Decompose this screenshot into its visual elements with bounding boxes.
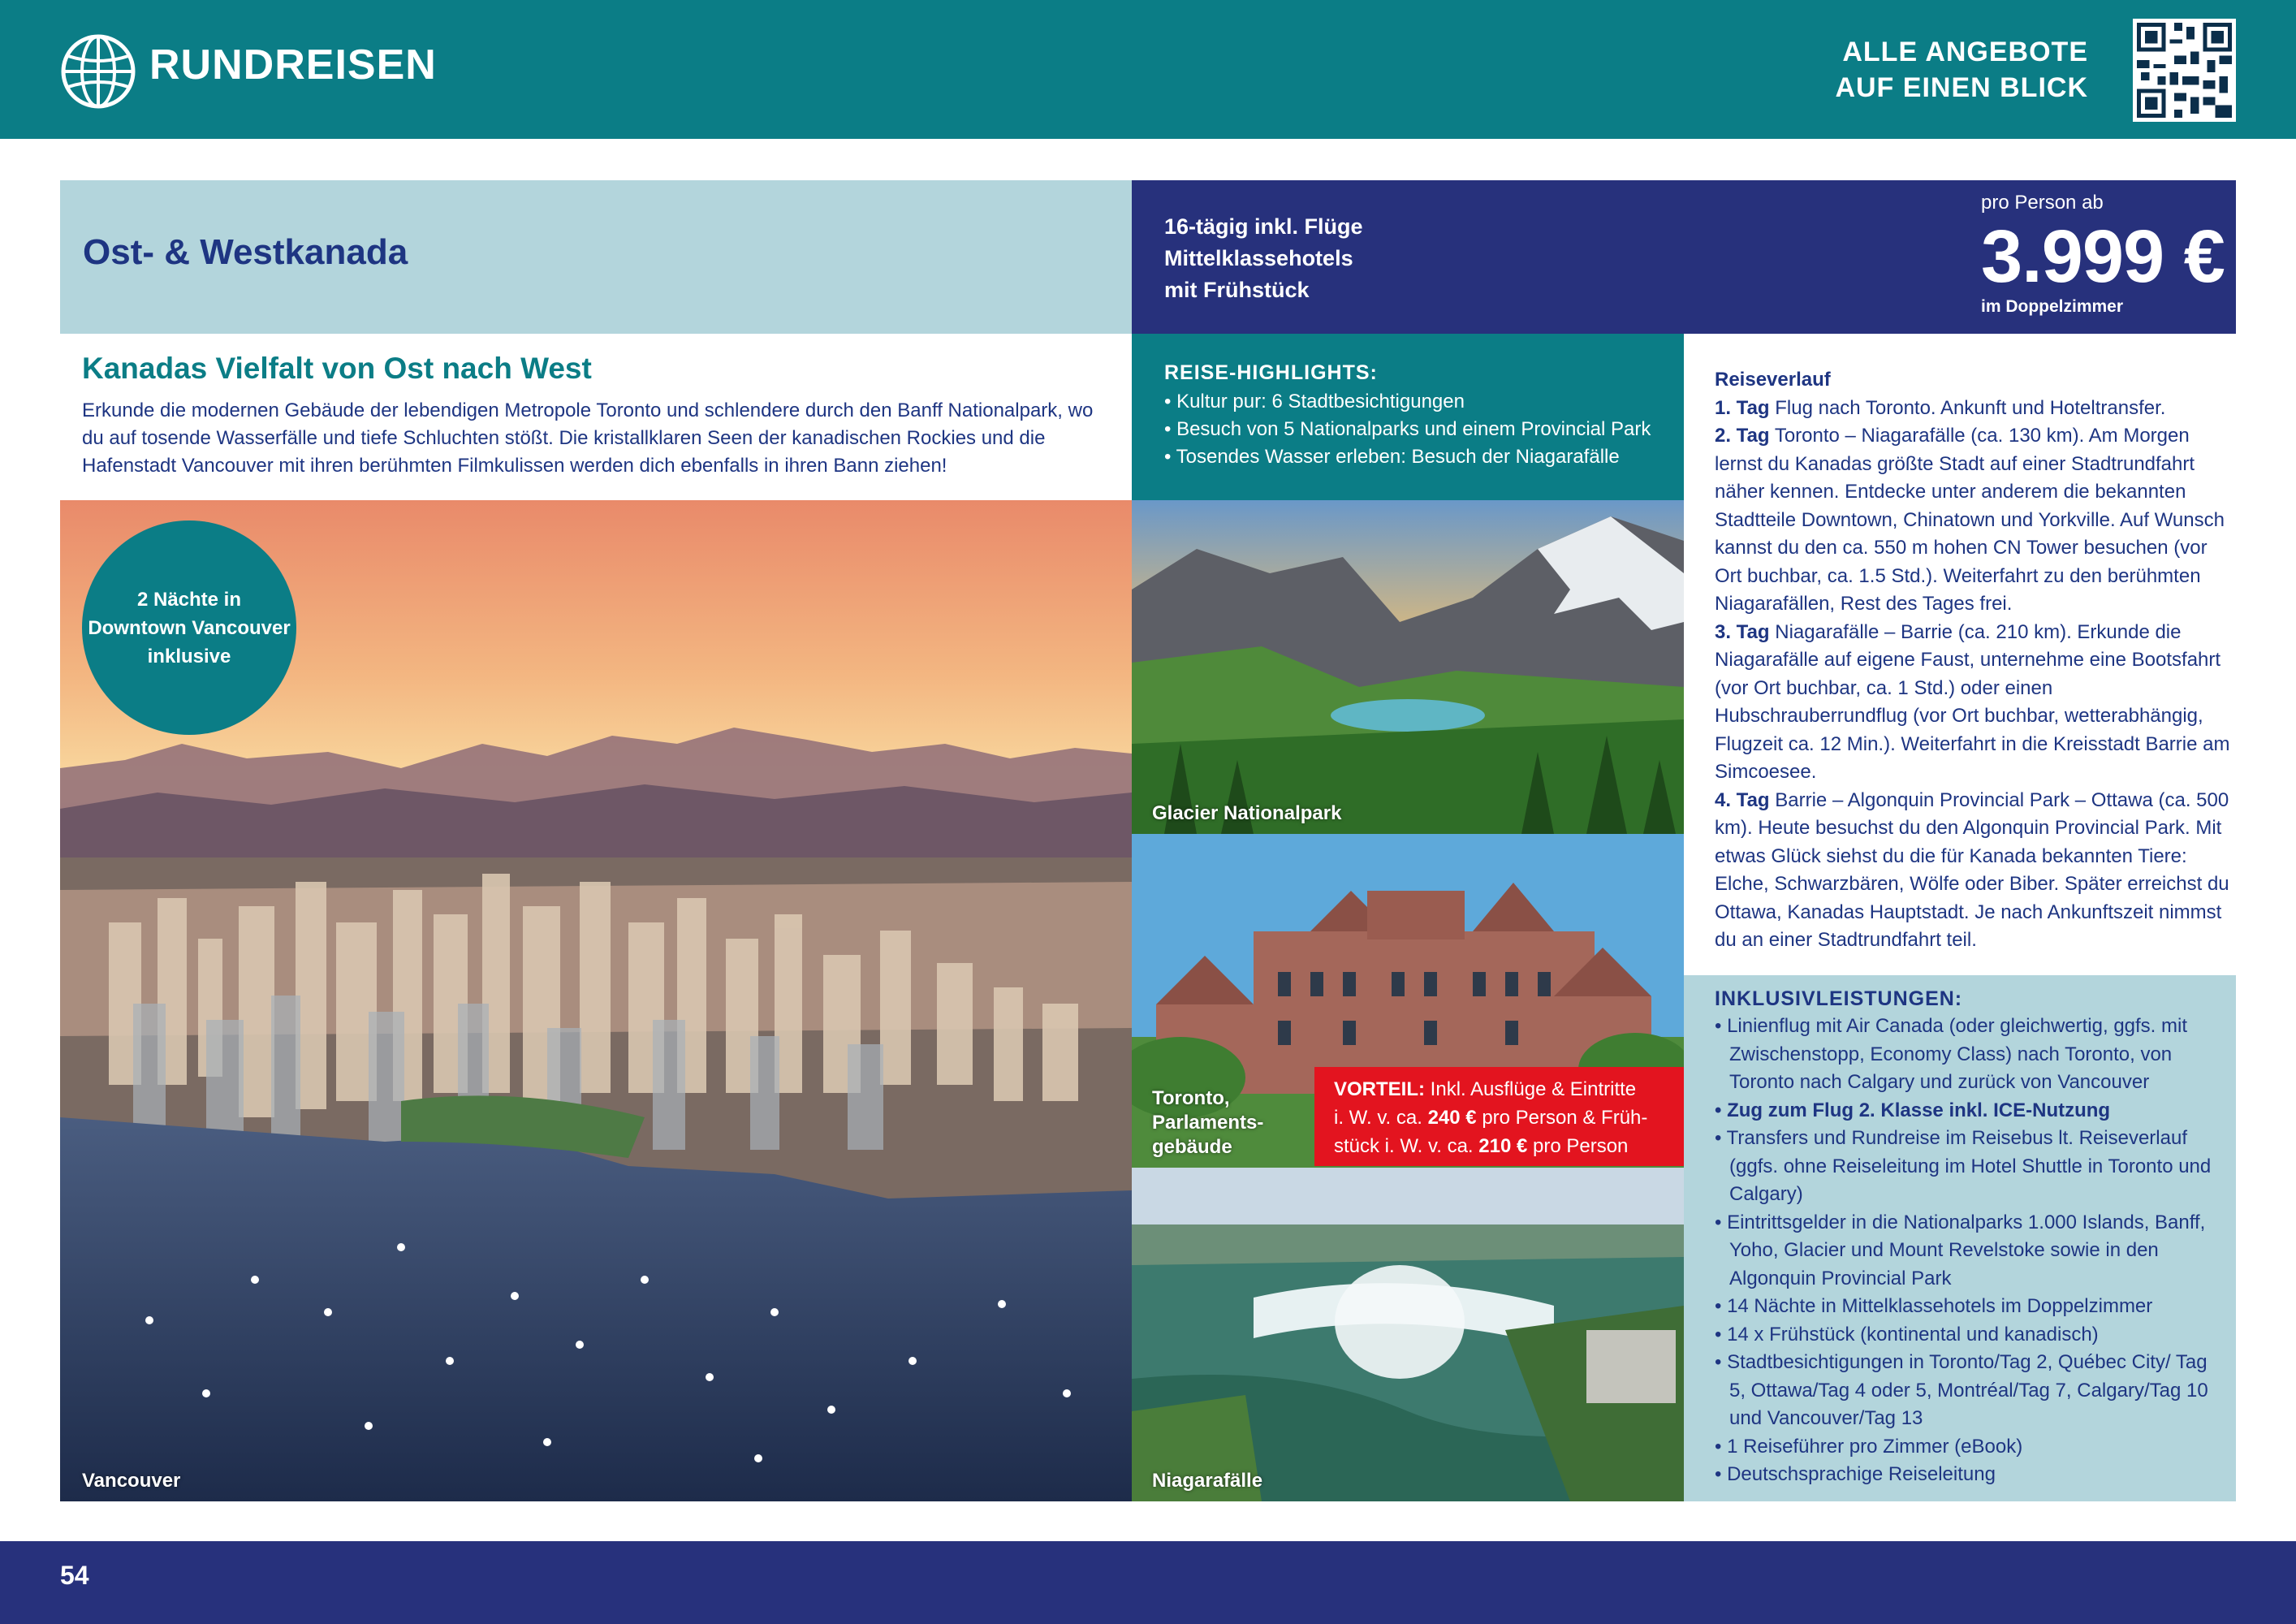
day-label: 1. Tag (1715, 396, 1770, 419)
itinerary (1715, 366, 2234, 955)
globe-icon (60, 33, 136, 110)
vorteil-text: pro Person & Früh- (1482, 1107, 1648, 1129)
trip-info-line: Mittelklassehotels (1164, 246, 1353, 270)
included-item: • Deutschsprachige Reiseleitung (1715, 1463, 1996, 1485)
badge-line: 2 Nächte in (136, 588, 242, 611)
highlights-box (1132, 334, 1684, 500)
trip-info (1164, 211, 1363, 306)
caption-vancouver: Vancouver (82, 1470, 181, 1492)
included-item: • Transfers und Rundreise im Reisebus lt. Reiseverlauf (ggfs. ohne Reiseleitung im Hotel Shuttle in Toronto und Calgary) (1715, 1127, 2212, 1205)
caption-glacier: Glacier Nationalpark (1152, 802, 1342, 824)
included-item: • 14 x Frühstück (kontinental und kanadisch) (1715, 1323, 2099, 1345)
included-item: • 1 Reiseführer pro Zimmer (eBook) (1715, 1435, 2023, 1458)
caption-toronto-line: gebäude (1152, 1136, 1232, 1158)
day-text: Toronto – Niagarafälle (ca. 130 km). Am Morgen lernst du Kanadas größte Stadt auf einer Stadtrundfahrt näher kennen. Entdecke unter anderem die bekannten Stadtteile Downtown, Chinatown und Yorkville. Auf Wunsch kannst du den ca. 550 m hohen CN Tower besuchen (vor Ort buchbar, ca. 1.5 Std.). Weiterfahrt zu den berühmten Niagarafällen, Rest des Tages frei. (1715, 425, 2225, 615)
offers-line-1: ALLE ANGEBOTE (1842, 37, 2088, 67)
vorteil-text: stück i. W. v. ca. (1334, 1135, 1474, 1157)
trip-info-line: mit Frühstück (1164, 278, 1310, 302)
trip-info-line: 16-tägig inkl. Flüge (1164, 214, 1363, 239)
included-heading: INKLUSIVLEISTUNGEN: (1715, 987, 1963, 1010)
day-text: Flug nach Toronto. Ankunft und Hoteltransfer. (1775, 396, 2166, 419)
price-label: pro Person ab (1981, 192, 2104, 214)
day-label: 4. Tag (1715, 788, 1770, 811)
included-item: • Linienflug mit Air Canada (oder gleichwertig, ggfs. mit Zwischenstopp, Economy Class) nach Toronto, von Toronto nach Calgary und zurück von Vancouver (1715, 1015, 2188, 1093)
included-item: • Zug zum Flug 2. Klasse inkl. ICE-Nutzung (1715, 1099, 2111, 1121)
day-text: Barrie – Algonquin Provincial Park – Ottawa (ca. 500 km). Heute besuchst du den Algonquin Provincial Park. Mit etwas Glück siehst du die für Kanada bekannten Tiere: Elche, Schwarzbären, Wölfe oder Biber. Später erreichst du Ottawa, Kanadas Hauptstadt. Je nach Ankunftszeit nimmst du an einer Stadtrundfahrt teil. (1715, 788, 2229, 951)
info-band (1132, 180, 2236, 334)
nights-badge (82, 520, 296, 735)
highlights-heading: REISE-HIGHLIGHTS: (1164, 361, 1378, 384)
included-item: • Stadtbesichtigungen in Toronto/Tag 2, Québec City/ Tag 5, Ottawa/Tag 4 oder 5, Montréal/Tag 7, Calgary/Tag 10 und Vancouver/Tag 13 (1715, 1351, 2208, 1429)
day-label: 2. Tag (1715, 425, 1770, 447)
price-block (1981, 192, 2225, 317)
highlight-item: • Besuch von 5 Nationalparks und einem Provincial Park (1164, 418, 1651, 440)
vorteil-line (1334, 1075, 1684, 1104)
vorteil-price: 240 € (1427, 1107, 1477, 1129)
included-box (1684, 975, 2236, 1501)
vorteil-text: pro Person (1533, 1135, 1629, 1157)
vorteil-text: i. W. v. ca. (1334, 1107, 1422, 1129)
included-item: • 14 Nächte in Mittelklassehotels im Doppelzimmer (1715, 1295, 2153, 1317)
highlight-item: • Tosendes Wasser erleben: Besuch der Niagarafälle (1164, 446, 1620, 468)
brand-title: RUNDREISEN (149, 41, 437, 89)
caption-toronto (1152, 1086, 1263, 1160)
title-band (60, 180, 1132, 334)
day-label: 3. Tag (1715, 620, 1770, 643)
badge-line: inklusive (147, 645, 231, 667)
vorteil-line (1334, 1104, 1684, 1132)
intro-heading: Kanadas Vielfalt von Ost nach West (82, 352, 592, 385)
itinerary-day (1715, 787, 2234, 955)
glacier-photo (1132, 500, 1684, 834)
offers-link[interactable] (1835, 34, 2088, 106)
intro-text: Erkunde die modernen Gebäude der lebendigen Metropole Toronto und schlendere durch den Banff Nationalpark, wo du auf tosende Wasserfälle und tiefe Schluchten stößt. Die kristallklaren Seen der kanadischen Rockies und die Hafenstadt Vancouver mit ihren berühmten Filmkulissen werden dich ebenfalls in ihren Bann ziehen! (82, 400, 1094, 477)
price-sub: im Doppelzimmer (1981, 297, 2124, 316)
day-text: Niagarafälle – Barrie (ca. 210 km). Erkunde die Niagarafälle auf eigene Faust, unternehme eine Bootsfahrt (vor Ort buchbar, ca. 1 Std.) oder einen Hubschrauberrundflug (vor Ort buchbar, wetterabhängig, Flugzeit ca. 12 Min.). Weiterfahrt in die Kreisstadt Barrie am Simcoesee. (1715, 620, 2230, 783)
itinerary-heading: Reiseverlauf (1715, 369, 1831, 391)
footer-bar (0, 1541, 2296, 1624)
vorteil-line (1334, 1132, 1684, 1160)
offers-line-2: AUF EINEN BLICK (1835, 72, 2088, 103)
vorteil-box (1314, 1067, 1684, 1166)
caption-toronto-line: Parlaments- (1152, 1112, 1264, 1134)
caption-niagara: Niagarafälle (1152, 1470, 1263, 1492)
itinerary-day (1715, 619, 2234, 787)
badge-line: Downtown Vancouver (88, 616, 291, 639)
vorteil-label: VORTEIL: (1334, 1078, 1425, 1100)
itinerary-day (1715, 395, 2234, 423)
vorteil-text: Inkl. Ausflüge & Eintritte (1430, 1078, 1637, 1100)
page-number: 54 (60, 1561, 89, 1590)
price: 3.999 € (1981, 215, 2225, 298)
itinerary-day (1715, 422, 2234, 619)
caption-toronto-line: Toronto, (1152, 1087, 1230, 1109)
highlight-item: • Kultur pur: 6 Stadtbesichtigungen (1164, 391, 1465, 412)
trip-title: Ost- & Westkanada (83, 232, 408, 272)
qr-code-icon[interactable] (2133, 19, 2236, 122)
included-item: • Eintrittsgelder in die Nationalparks 1.000 Islands, Banff, Yoho, Glacier und Mount Revelstoke sowie in den Algonquin Provincial Park (1715, 1211, 2206, 1289)
top-bar (0, 0, 2296, 139)
niagara-photo (1132, 1168, 1684, 1501)
vorteil-price: 210 € (1478, 1135, 1528, 1157)
